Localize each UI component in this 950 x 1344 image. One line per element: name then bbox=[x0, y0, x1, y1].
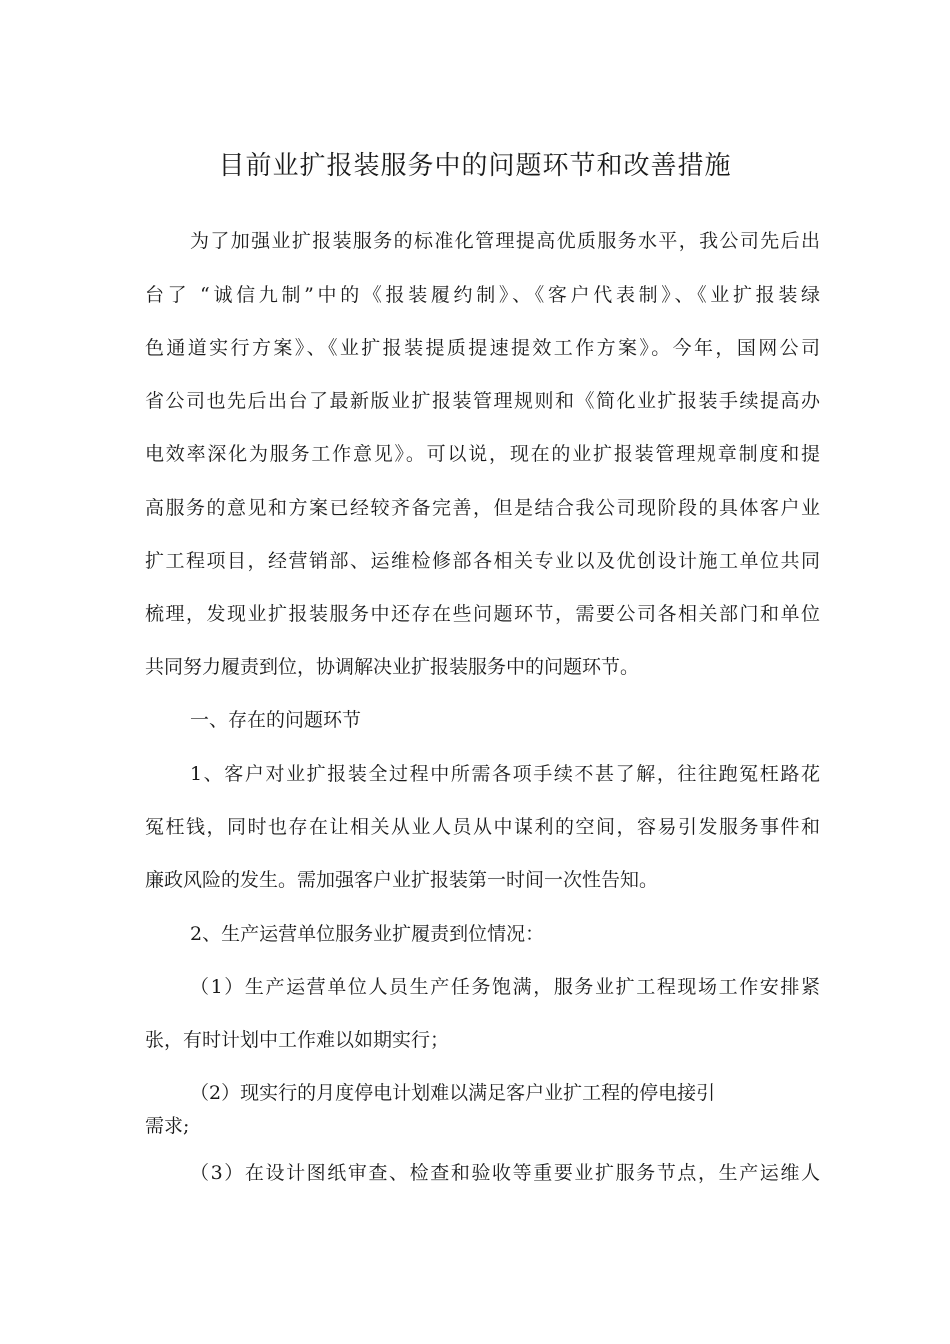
document-title: 目前业扩报装服务中的问题环节和改善措施 bbox=[218, 151, 732, 181]
paragraph-line: 共同努力履责到位，协调解决业扩报装服务中的问题环节。 bbox=[145, 656, 640, 678]
paragraph-line: 张，有时计划中工作难以如期实行； bbox=[145, 1029, 450, 1051]
paragraph-line: 梳理，发现业扩报装服务中还存在些问题环节，需要公司各相关部门和单位 bbox=[145, 603, 820, 625]
paragraph-line: 需求; bbox=[145, 1115, 190, 1137]
item-heading: 2、生产运营单位服务业扩履责到位情况： bbox=[190, 923, 545, 945]
paragraph-line: 色通道实行方案》、《业扩报装提质提速提效工作方案》。今年，国网公司 bbox=[145, 337, 820, 359]
paragraph-line: 电效率深化为服务工作意见》。可以说，现在的业扩报装管理规章制度和提 bbox=[145, 443, 820, 465]
paragraph-line: 1、客户对业扩报装全过程中所需各项手续不甚了解，往往跑冤枉路花 bbox=[190, 763, 820, 785]
section-heading: 一、存在的问题环节 bbox=[190, 709, 362, 731]
paragraph-line: 为了加强业扩报装服务的标准化管理提高优质服务水平，我公司先后出 bbox=[190, 230, 820, 252]
paragraph-line: （2）现实行的月度停电计划难以满足客户业扩工程的停电接引 bbox=[190, 1082, 716, 1104]
paragraph-line: （1）生产运营单位人员生产任务饱满，服务业扩工程现场工作安排紧 bbox=[190, 976, 820, 998]
paragraph-line: 高服务的意见和方案已经较齐备完善，但是结合我公司现阶段的具体客户业 bbox=[145, 497, 820, 519]
paragraph-line: 台了 “诚信九制”中的《报装履约制》、《客户代表制》、《业扩报装绿 bbox=[145, 284, 820, 306]
paragraph-line: 廉政风险的发生。需加强客户业扩报装第一时间一次性告知。 bbox=[145, 869, 659, 891]
paragraph-line: 冤枉钱，同时也存在让相关从业人员从中谋利的空间，容易引发服务事件和 bbox=[145, 816, 820, 838]
paragraph-line: 省公司也先后出台了最新版业扩报装管理规则和《简化业扩报装手续提高办 bbox=[145, 390, 820, 412]
paragraph-line: 扩工程项目，经营销部、运维检修部各相关专业以及优创设计施工单位共同 bbox=[145, 550, 820, 572]
paragraph-line: （3）在设计图纸审查、检查和验收等重要业扩服务节点，生产运维人 bbox=[190, 1162, 820, 1184]
